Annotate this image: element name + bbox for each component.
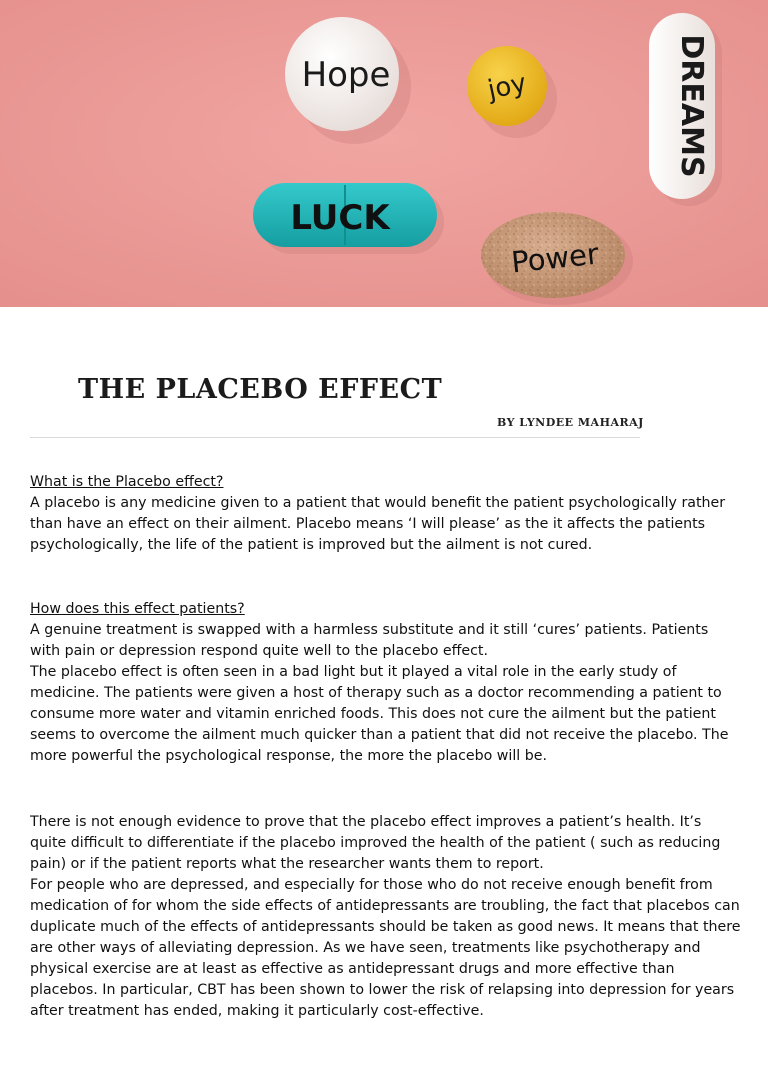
paragraph: A placebo is any medicine given to a patient that would benefit the patient psychologically rather than have an effect on their ailment. Placebo means ‘I will please’ as the it affects the patients psychologically, the life of the patient is improved but the ailment is not cured. bbox=[30, 495, 726, 553]
article-title: THE PLACEBO EFFECT bbox=[78, 374, 443, 405]
svg-text:Power: Power bbox=[509, 236, 601, 280]
paragraph: The placebo effect is often seen in a bad light but it played a vital role in the early study of medicine. The patients were given a host of therapy such as a doctor recommending a patient to consume more water and vitamin enriched foods. This does not cure the ailment but the patient seems to overcome the ailment much quicker than a patient that did not receive the placebo. The more powerful the psychological response, the more the placebo will be. bbox=[30, 664, 729, 764]
svg-text:LUCK: LUCK bbox=[290, 198, 390, 238]
paragraph: A genuine treatment is swapped with a harmless substitute and it still ‘cures’ patients. Patients with pain or depression respond quite well to the placebo effect. bbox=[30, 622, 709, 659]
section-heading: What is the Placebo effect? bbox=[30, 474, 224, 490]
paragraph: For people who are depressed, and especially for those who do not receive enough benefit from medication of for whom the side effects of antidepressants are troubling, the fact that placebos can duplicate much of the effects of antidepressants should be taken as good news. It means that there are other ways of alleviating depression. As we have seen, treatments like psychotherapy and physical exercise are at least as effective as antidepressant drugs and more effective than placebos. In particular, CBT has been shown to lower the risk of relapsing into depression for years after treatment has ended, making it particularly cost-effective. bbox=[30, 877, 741, 1019]
svg-text:DREAMS: DREAMS bbox=[674, 34, 709, 178]
svg-text:joy: joy bbox=[485, 68, 530, 106]
dreams-capsule bbox=[649, 13, 722, 206]
luck-capsule bbox=[253, 183, 444, 254]
title-divider bbox=[30, 437, 640, 438]
section-evidence bbox=[30, 812, 742, 1022]
author-byline: BY LYNDEE MAHARAJ bbox=[497, 416, 644, 429]
section-how-does-this-effect bbox=[30, 599, 742, 767]
section-what-is-placebo bbox=[30, 472, 742, 556]
hero-pills-image bbox=[0, 0, 768, 307]
section-heading: How does this effect patients? bbox=[30, 601, 245, 617]
paragraph: There is not enough evidence to prove that the placebo effect improves a patient’s health. It’s quite difficult to differentiate if the placebo improved the health of the patient ( such as reducing pain) or if the patient reports what the researcher wants them to report. bbox=[30, 814, 721, 872]
svg-text:Hope: Hope bbox=[301, 55, 391, 95]
